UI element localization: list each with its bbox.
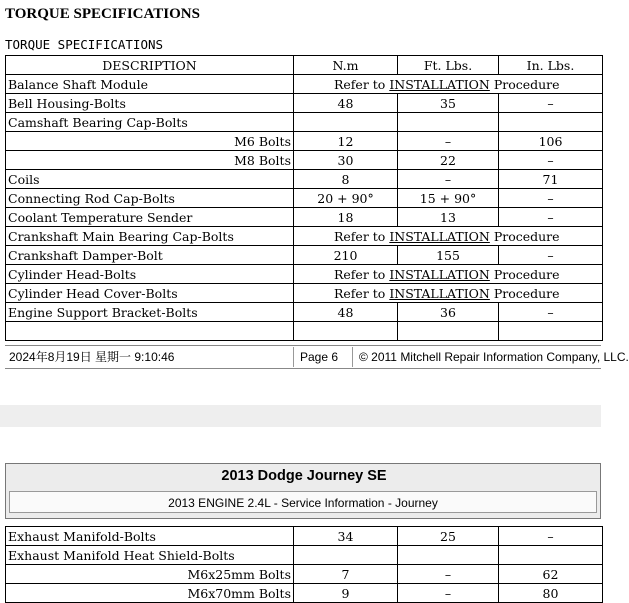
empty-cell (294, 113, 398, 132)
value-in-lbs: – (499, 527, 603, 546)
empty-cell (398, 113, 499, 132)
value-ft-lbs: – (398, 584, 499, 603)
row-description: M6x70mm Bolts (6, 584, 294, 603)
row-description: M6 Bolts (6, 132, 294, 151)
table-row (6, 265, 603, 284)
row-description: Crankshaft Damper-Bolt (6, 246, 294, 265)
table-row (6, 208, 603, 227)
value-in-lbs: 71 (499, 170, 603, 189)
row-description: Balance Shaft Module (6, 75, 294, 94)
table-row (6, 546, 603, 565)
table-row (6, 132, 603, 151)
footer-copyright: © 2011 Mitchell Repair Information Company, LLC. (359, 350, 629, 364)
value-nm: 12 (294, 132, 398, 151)
header-nm: N.m (294, 56, 398, 75)
table-row (6, 94, 603, 113)
empty-cell (398, 322, 499, 341)
value-nm: 34 (294, 527, 398, 546)
header-ft-lbs: Ft. Lbs. (398, 56, 499, 75)
empty-cell (294, 322, 398, 341)
row-description: Bell Housing-Bolts (6, 94, 294, 113)
value-in-lbs: – (499, 189, 603, 208)
value-ft-lbs: 25 (398, 527, 499, 546)
installation-link[interactable]: INSTALLATION (389, 266, 490, 282)
footer-divider (352, 347, 353, 367)
row-description: Cylinder Head-Bolts (6, 265, 294, 284)
value-in-lbs: 106 (499, 132, 603, 151)
table-row (6, 113, 603, 132)
value-in-lbs: – (499, 303, 603, 322)
empty-cell (398, 546, 499, 565)
table-row (6, 246, 603, 265)
value-nm: 20 + 90° (294, 189, 398, 208)
refer-cell (294, 284, 603, 303)
document-header (5, 463, 601, 519)
refer-suffix: Procedure (489, 285, 560, 301)
section-title: TORQUE SPECIFICATIONS (5, 37, 164, 52)
value-nm: 48 (294, 94, 398, 113)
table-row-continuation (6, 322, 603, 341)
table-row (6, 527, 603, 546)
value-nm: 8 (294, 170, 398, 189)
table-row (6, 227, 603, 246)
footer-page: Page 6 (300, 350, 339, 364)
header-description: DESCRIPTION (6, 56, 294, 75)
value-nm: 18 (294, 208, 398, 227)
row-description: Connecting Rod Cap-Bolts (6, 189, 294, 208)
value-in-lbs: 80 (499, 584, 603, 603)
value-in-lbs: 62 (499, 565, 603, 584)
table-row (6, 284, 603, 303)
value-nm: 210 (294, 246, 398, 265)
refer-suffix: Procedure (489, 266, 560, 282)
header-in-lbs: In. Lbs. (499, 56, 603, 75)
footer-divider (293, 347, 294, 367)
row-description: Engine Support Bracket-Bolts (6, 303, 294, 322)
value-in-lbs: – (499, 151, 603, 170)
value-nm: 7 (294, 565, 398, 584)
refer-prefix: Refer to (334, 285, 390, 301)
table-row (6, 565, 603, 584)
footer-datetime: 2024年8月19日 星期一 9:10:46 (9, 350, 175, 364)
refer-prefix: Refer to (334, 228, 390, 244)
table-row (6, 151, 603, 170)
value-nm: 9 (294, 584, 398, 603)
row-description: Coils (6, 170, 294, 189)
refer-cell (294, 265, 603, 284)
refer-cell (294, 227, 603, 246)
empty-cell (294, 546, 398, 565)
value-ft-lbs: – (398, 170, 499, 189)
vehicle-title: 2013 Dodge Journey SE (221, 468, 387, 484)
empty-cell (6, 322, 294, 341)
installation-link[interactable]: INSTALLATION (389, 228, 490, 244)
row-description: Crankshaft Main Bearing Cap-Bolts (6, 227, 294, 246)
value-ft-lbs: 22 (398, 151, 499, 170)
empty-cell (499, 546, 603, 565)
value-ft-lbs: 36 (398, 303, 499, 322)
value-ft-lbs: 155 (398, 246, 499, 265)
table-row (6, 584, 603, 603)
refer-prefix: Refer to (334, 266, 390, 282)
page-title: TORQUE SPECIFICATIONS (5, 6, 200, 22)
value-ft-lbs: – (398, 565, 499, 584)
value-in-lbs: – (499, 208, 603, 227)
refer-suffix: Procedure (489, 228, 560, 244)
value-nm: 30 (294, 151, 398, 170)
refer-cell (294, 75, 603, 94)
refer-prefix: Refer to (334, 76, 390, 92)
row-description: M6x25mm Bolts (6, 565, 294, 584)
empty-cell (499, 322, 603, 341)
value-in-lbs: – (499, 94, 603, 113)
service-info-subtitle: 2013 ENGINE 2.4L - Service Information - Journey (9, 491, 597, 513)
value-ft-lbs: 35 (398, 94, 499, 113)
row-description: Exhaust Manifold Heat Shield-Bolts (6, 546, 294, 565)
installation-link[interactable]: INSTALLATION (389, 76, 490, 92)
refer-suffix: Procedure (489, 76, 560, 92)
installation-link[interactable]: INSTALLATION (389, 285, 490, 301)
row-description: Camshaft Bearing Cap-Bolts (6, 113, 294, 132)
value-ft-lbs: 13 (398, 208, 499, 227)
row-description: Cylinder Head Cover-Bolts (6, 284, 294, 303)
table-row (6, 75, 603, 94)
torque-table-top (5, 55, 603, 341)
row-description: Coolant Temperature Sender (6, 208, 294, 227)
row-description: M8 Bolts (6, 151, 294, 170)
table-row (6, 189, 603, 208)
value-nm: 48 (294, 303, 398, 322)
empty-cell (499, 113, 603, 132)
torque-table-bottom (5, 526, 603, 603)
print-footer (5, 345, 629, 369)
table-header-row (6, 56, 603, 75)
value-ft-lbs: – (398, 132, 499, 151)
value-ft-lbs: 15 + 90° (398, 189, 499, 208)
table-row (6, 170, 603, 189)
page-break (0, 405, 601, 427)
value-in-lbs: – (499, 246, 603, 265)
table-row (6, 303, 603, 322)
row-description: Exhaust Manifold-Bolts (6, 527, 294, 546)
